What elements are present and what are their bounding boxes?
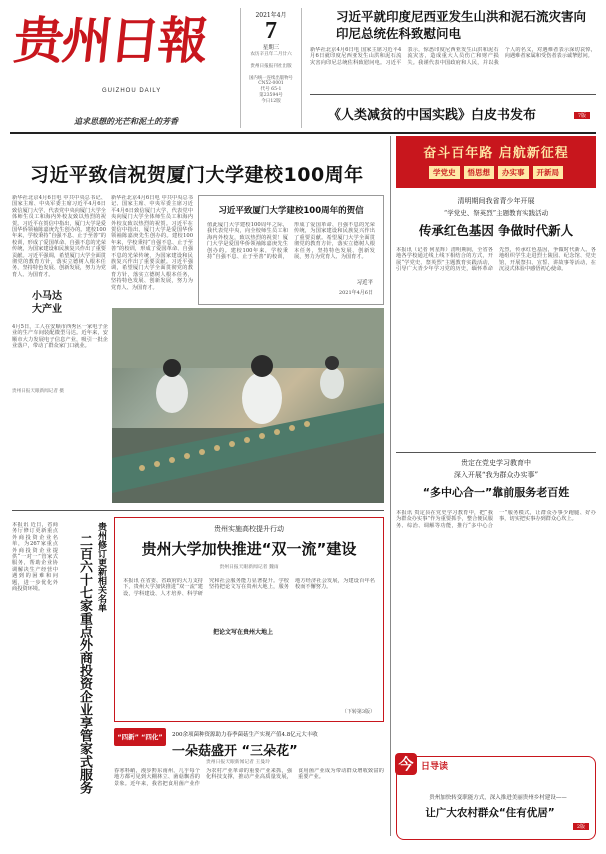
today-lead-char: 今 xyxy=(395,753,417,775)
page-count: 今日12版 xyxy=(261,99,281,104)
photo-caption-title: 小马达 大产业 xyxy=(32,291,62,315)
indonesia-headline: 习近平就印度尼西亚发生山洪和泥石流灾害向印尼总统佐科致慰问电 xyxy=(336,9,587,41)
mushroom-logo xyxy=(114,728,166,746)
mushroom-kicker: 200余项菌种资源助力春季菌菇生产实现产值4.8亿元大丰收 xyxy=(172,732,318,738)
banner-tag: 学党史 xyxy=(429,166,460,179)
lead-headline: 习近平致信祝贺厦门大学建校100周年 xyxy=(30,164,364,186)
letter-date: 2021年4月6日 xyxy=(338,290,373,296)
white-paper-story xyxy=(310,98,596,128)
lead-body: 新华社北京4月6日电 中共中央总书记、国家主席、中央军委主席习近平4月6日致信厦门大学，代表党中央向厦门大学全体师生员工和海内外校友致以热烈的祝贺。习近平在贺信中指出，厦门大学是爱国华侨领袖陈嘉庚先生创办的。建校100年来，学校秉持“自强不息、止于至善”的校训，形成了爱国革命、自强不息的光荣传统，为国家建设和民族复兴作出了重要贡献。习近平强调，希望厦门大学全面贯彻党的教育方针，落实立德树人根本任务，坚持特色发展、创新发展，努力为党育人、为国育才。 xyxy=(12,195,106,278)
masthead-info xyxy=(240,8,302,128)
party-story xyxy=(396,458,596,748)
today-headline: 让广大农村群众“住有优居” xyxy=(425,807,555,819)
youth-story xyxy=(396,196,596,446)
youth-body: 本报讯（记者 何星辉）清明期间，全省各地各学校通过线上线下相结合的方式，开展“学党史、祭英烈”主题教育实践活动，引导广大青少年学习党的历史，缅怀革命先烈，传承红色基因，争做时代新人。各地组织学生走进烈士陵园、纪念馆、党史馆，开展祭扫、宣誓、讲故事等活动，在沉浸式体验中感悟初心使命。 xyxy=(396,247,596,273)
white-paper-page-ref: 7版 xyxy=(574,112,590,119)
banner-title: 奋斗百年路 启航新征程 xyxy=(423,146,569,161)
youth-headline: 传承红色基因 争做时代新人 xyxy=(418,223,574,238)
indonesia-body: 新华社北京4月6日电 国家主席习近平4月6日就印度尼西亚发生山洪和泥石流灾害向印尼总统佐科致慰问电。习近平表示，惊悉印度尼西亚发生山洪和泥石流灾害，造成重大人员伤亡和财产损失。我谨代表中国政府和人民，并以我个人的名义，对遇难者表示深切哀悼，向遇难者家属和受伤者表示诚挚慰问。 xyxy=(310,47,596,66)
gzu-story xyxy=(114,517,384,722)
gzu-byline: 贵州日报天眼新闻记者 魏雨 xyxy=(219,565,279,570)
vertical-title2: 二百六十七家重点外商投资企业享管家式服务 xyxy=(77,534,92,794)
today-box xyxy=(396,756,596,840)
party-kicker2: 深入开展“我为群众办实事” xyxy=(453,471,539,479)
cn-code: 国内统一连续出版物号 CN52-0001 xyxy=(249,76,293,86)
mushroom-headline: 一朵菇盛开 “三朵花” xyxy=(172,744,298,759)
publisher: 贵州日报报刊社出版 xyxy=(250,64,292,69)
banner xyxy=(396,136,596,188)
letter-signature: 习近平 xyxy=(356,280,373,286)
mushroom-story xyxy=(114,728,384,842)
date-year-month: 2021年4月 xyxy=(255,12,287,19)
letter-body: 值此厦门大学建校100周年之际，我代表党中央，向全校师生员工和海内外校友，致以热烈的祝贺！厦门大学是爱国华侨领袖陈嘉庚先生创办的。建校100年来，学校秉持“自强不息、止于至善”的校训，形成了爱国革命、自强不息的光荣传统，为国家建设和民族复兴作出了重要贡献。希望厦门大学全面贯彻党的教育方针，落实立德树人根本任务，坚持特色发展、创新发展，努力为党育人、为国育才。 xyxy=(207,222,375,261)
youth-kicker: 清明期间我省青少年开展 xyxy=(457,197,535,205)
vertical-body: 本报讯 近日，省商务厅修订更新重点外商投资企业名单，为267家重点外商投资企业提供“一对一”管家式服务，帮助企业协调解决生产经营中遇到的困难和问题，进一步优化外商投资环境。 xyxy=(12,522,58,593)
party-headline: “多中心合一”靠前服务老百姓 xyxy=(422,486,570,499)
photo-credit: 贵州日报天眼新闻记者 摄 xyxy=(12,389,64,394)
postal-code: 代号 65-1 xyxy=(260,87,282,92)
mushroom-logo-line2: “四化” xyxy=(141,733,163,741)
today-title: 日导读 xyxy=(421,762,449,772)
lead-body-col2: 新华社北京4月6日电 中共中央总书记、国家主席、中央军委主席习近平4月6日致信厦门大学，代表党中央向厦门大学全体师生员工和海内外校友致以热烈的祝贺。习近平在贺信中指出，厦门大学是爱国华侨领袖陈嘉庚先生创办的。建校100年来，学校秉持“自强不息、止于至善”的校训，形成了爱国革命、自强不息的光荣传统，为国家建设和民族复兴作出了重要贡献。习近平强调，希望厦门大学全面贯彻党的教育方针，落实立德树人根本任务，坚持特色发展、创新发展，努力为党育人、为国育才。 xyxy=(111,195,193,291)
mushroom-body: 春寒料峭，漫步黔东南州，几乎每个地方都可见到大棚林立、菌菇飘香的景象。近年来，我省把食用菌产业作为农村产业革命的重要产业来抓，强化科技支撑，推动产业高质量发展，食用菌产业成为带动群众增收致富的重要产业。 xyxy=(114,768,384,787)
weekday: 星期三 xyxy=(262,45,280,51)
vertical-headline: 贵州修订更新相关名单 xyxy=(96,522,106,612)
letter-box xyxy=(198,195,384,305)
gzu-continue: （下转第3版） xyxy=(341,709,375,715)
gzu-headline: 贵州大学加快推进“双一流”建设 xyxy=(141,540,357,558)
gzu-body: 本报讯 在省委、省政府的大力支持下，贵州大学加快推进“双一流”建设，学科建设、人才培养、科学研究和社会服务能力显著提升。学校坚持把论文写在贵州大地上，服务地方经济社会发展，为建设百年名校而不懈努力。 xyxy=(123,578,375,597)
photo-caption xyxy=(12,290,108,420)
today-kicker: 贵州加快转变职能方式，深入推进美丽贵州乡村建设—— xyxy=(429,795,567,801)
lunar-date: 农历辛丑年二月廿六 xyxy=(250,52,292,57)
gzu-subhead: 把论文写在贵州大地上 xyxy=(211,626,275,637)
masthead-logo: 贵州日報 xyxy=(10,11,210,70)
date-day: 7 xyxy=(265,18,277,44)
banner-tag: 办实事 xyxy=(498,166,529,179)
masthead-slogan: 追求思想的光芒和泥土的芳香 xyxy=(74,116,178,126)
gzu-kicker: 贵州实施高校提升行动 xyxy=(214,525,284,533)
factory-photo xyxy=(112,308,384,503)
vertical-story xyxy=(12,514,110,840)
banner-tags xyxy=(396,166,596,179)
masthead-english: GUIZHOU DAILY xyxy=(102,88,162,94)
photo-caption-body: 4月5日，工人在安顺市西秀区一家电子企业的生产车间装配微型马达。近年来，安顺市大力发展电子信息产业，吸引一批企业落户，带动了群众家门口就业。 xyxy=(12,324,108,350)
today-page-ref: 2版 xyxy=(573,823,589,830)
issue-number: 第23594号 xyxy=(259,93,283,98)
party-body: 本报讯 贵定县在党史学习教育中，把“我为群众办实事”作为重要抓手，整合便民服务、综治、调解等功能，推行“多中心合一”服务模式，让群众办事少跑腿、好办事，切实把实事办到群众心坎上。 xyxy=(396,510,596,529)
banner-tag: 悟思想 xyxy=(464,166,495,179)
party-kicker: 贵定在党史学习教育中 xyxy=(461,459,531,467)
banner-tag: 开新局 xyxy=(533,166,564,179)
mushroom-byline: 贵州日报天眼新闻记者 王曼玲 xyxy=(206,760,270,765)
factory-photo-illustration xyxy=(112,308,384,503)
masthead xyxy=(12,8,240,128)
mushroom-logo-line1: “四新” xyxy=(117,733,139,741)
white-paper-headline: 《人类减贫的中国实践》白皮书发布 xyxy=(328,108,537,123)
youth-kicker2: “学党史、祭英烈”主题教育实践活动 xyxy=(443,209,549,217)
letter-title: 习近平致厦门大学建校100周年的贺信 xyxy=(218,206,364,216)
indonesia-story xyxy=(310,8,596,92)
